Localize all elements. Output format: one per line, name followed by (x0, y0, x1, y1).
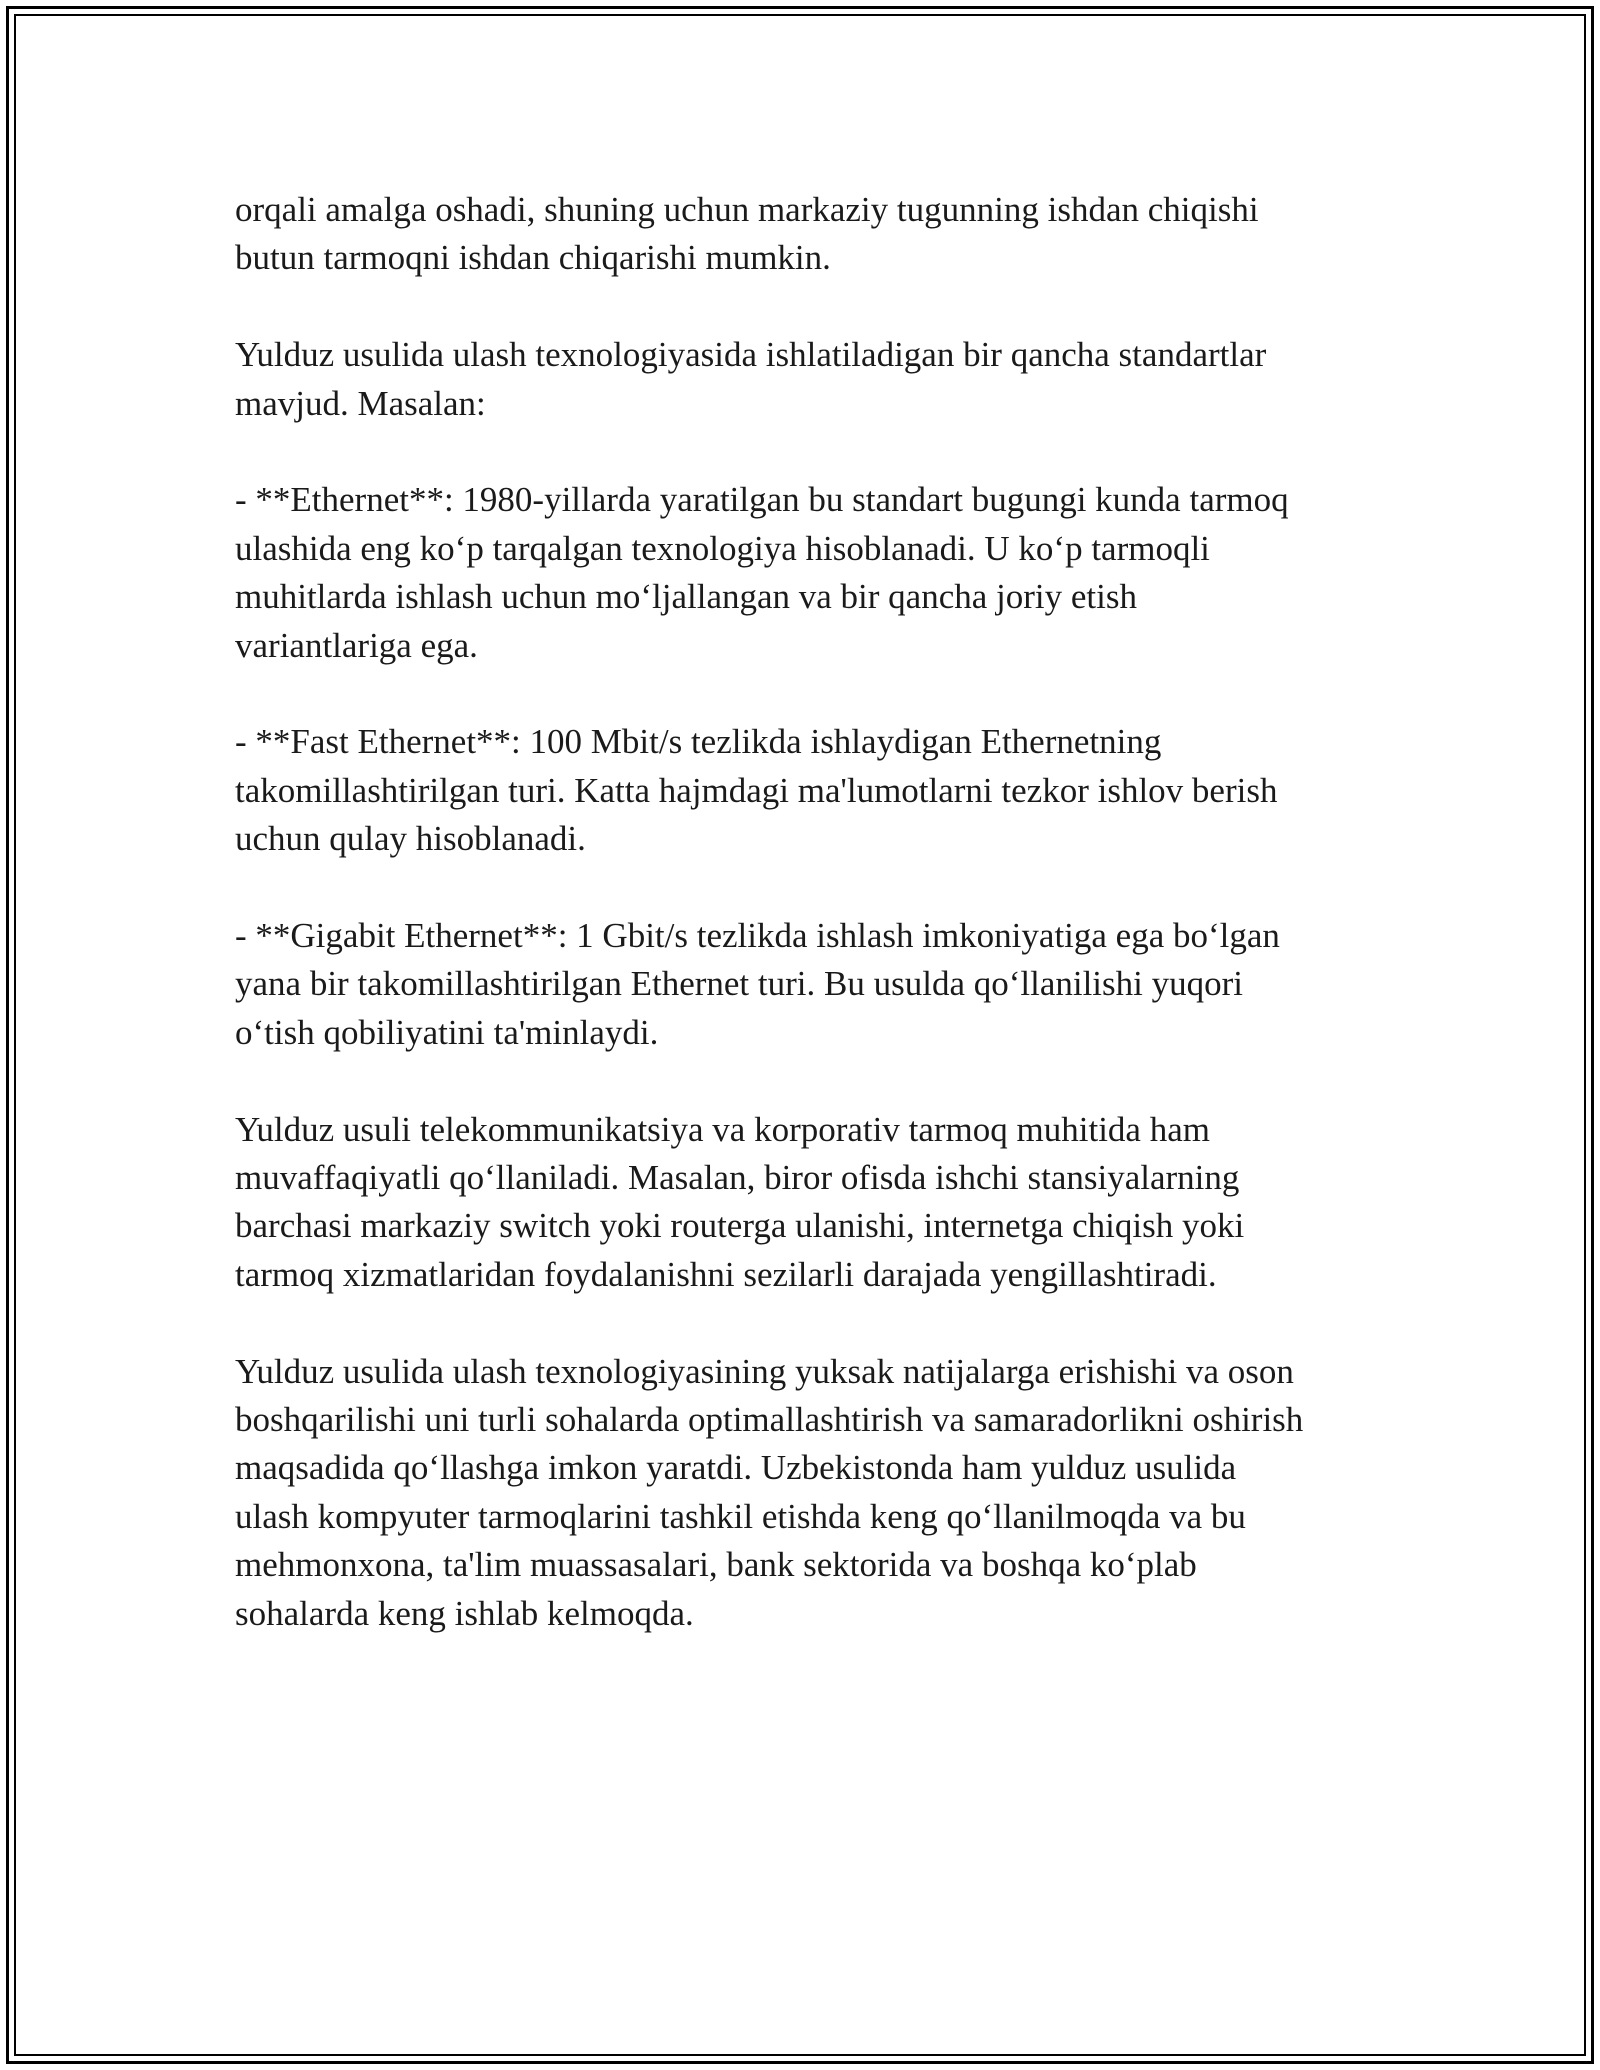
paragraph-fast-ethernet: - **Fast Ethernet**: 100 Mbit/s tezlikda ishlaydigan Ethernetning takomillashtirilgan turi. Katta hajmdagi ma'lumotlarni tezkor ishlov berish uchun qulay hisoblanadi. (235, 722, 1278, 859)
document-body (235, 186, 1385, 1686)
paragraph-gigabit-ethernet: - **Gigabit Ethernet**: 1 Gbit/s tezlikda ishlash imkoniyatiga ega boʻlgan yana bir takomillashtirilgan Ethernet turi. Bu usulda qoʻllanilishi yuqori oʻtish qobiliyatini ta'minlaydi. (235, 916, 1280, 1052)
paragraph-1: orqali amalga oshadi, shuning uchun markaziy tugunning ishdan chiqishi butun tarmoqni ishdan chiqarishi mumkin. (235, 190, 1259, 278)
paragraph-7: Yulduz usulida ulash texnologiyasining yuksak natijalarga erishishi va oson boshqarilishi uni turli sohalarda optimallashtirish va samaradorlikni oshirish maqsadida qoʻllashga imkon yaratdi. Uzbekistonda ham yulduz usulida ulash kompyuter tarmoqlarini tashkil etishda keng qoʻllanilmoqda va bu mehmonxona, ta'lim muassasalari, bank sektorida va boshqa koʻplab sohalarda keng ishlab kelmoqda. (235, 1351, 1304, 1633)
paragraph-6: Yulduz usuli telekommunikatsiya va korporativ tarmoq muhitida ham muvaffaqiyatli qoʻllaniladi. Masalan, biror ofisda ishchi stansiyalarning barchasi markaziy switch yoki routerga ulanishi, internetga chiqish yoki tarmoq xizmatlaridan foydalanishni sezilarli darajada yengillashtiradi. (235, 1109, 1245, 1294)
paragraph-ethernet: - **Ethernet**: 1980-yillarda yaratilgan bu standart bugungi kunda tarmoq ulashida eng koʻp tarqalgan texnologiya hisoblanadi. U koʻp tarmoqli muhitlarda ishlash uchun moʻljallangan va bir qancha joriy etish variantlariga ega. (235, 480, 1289, 665)
paragraph-2: Yulduz usulida ulash texnologiyasida ishlatiladigan bir qancha standartlar mavjud. Masalan: (235, 335, 1267, 423)
